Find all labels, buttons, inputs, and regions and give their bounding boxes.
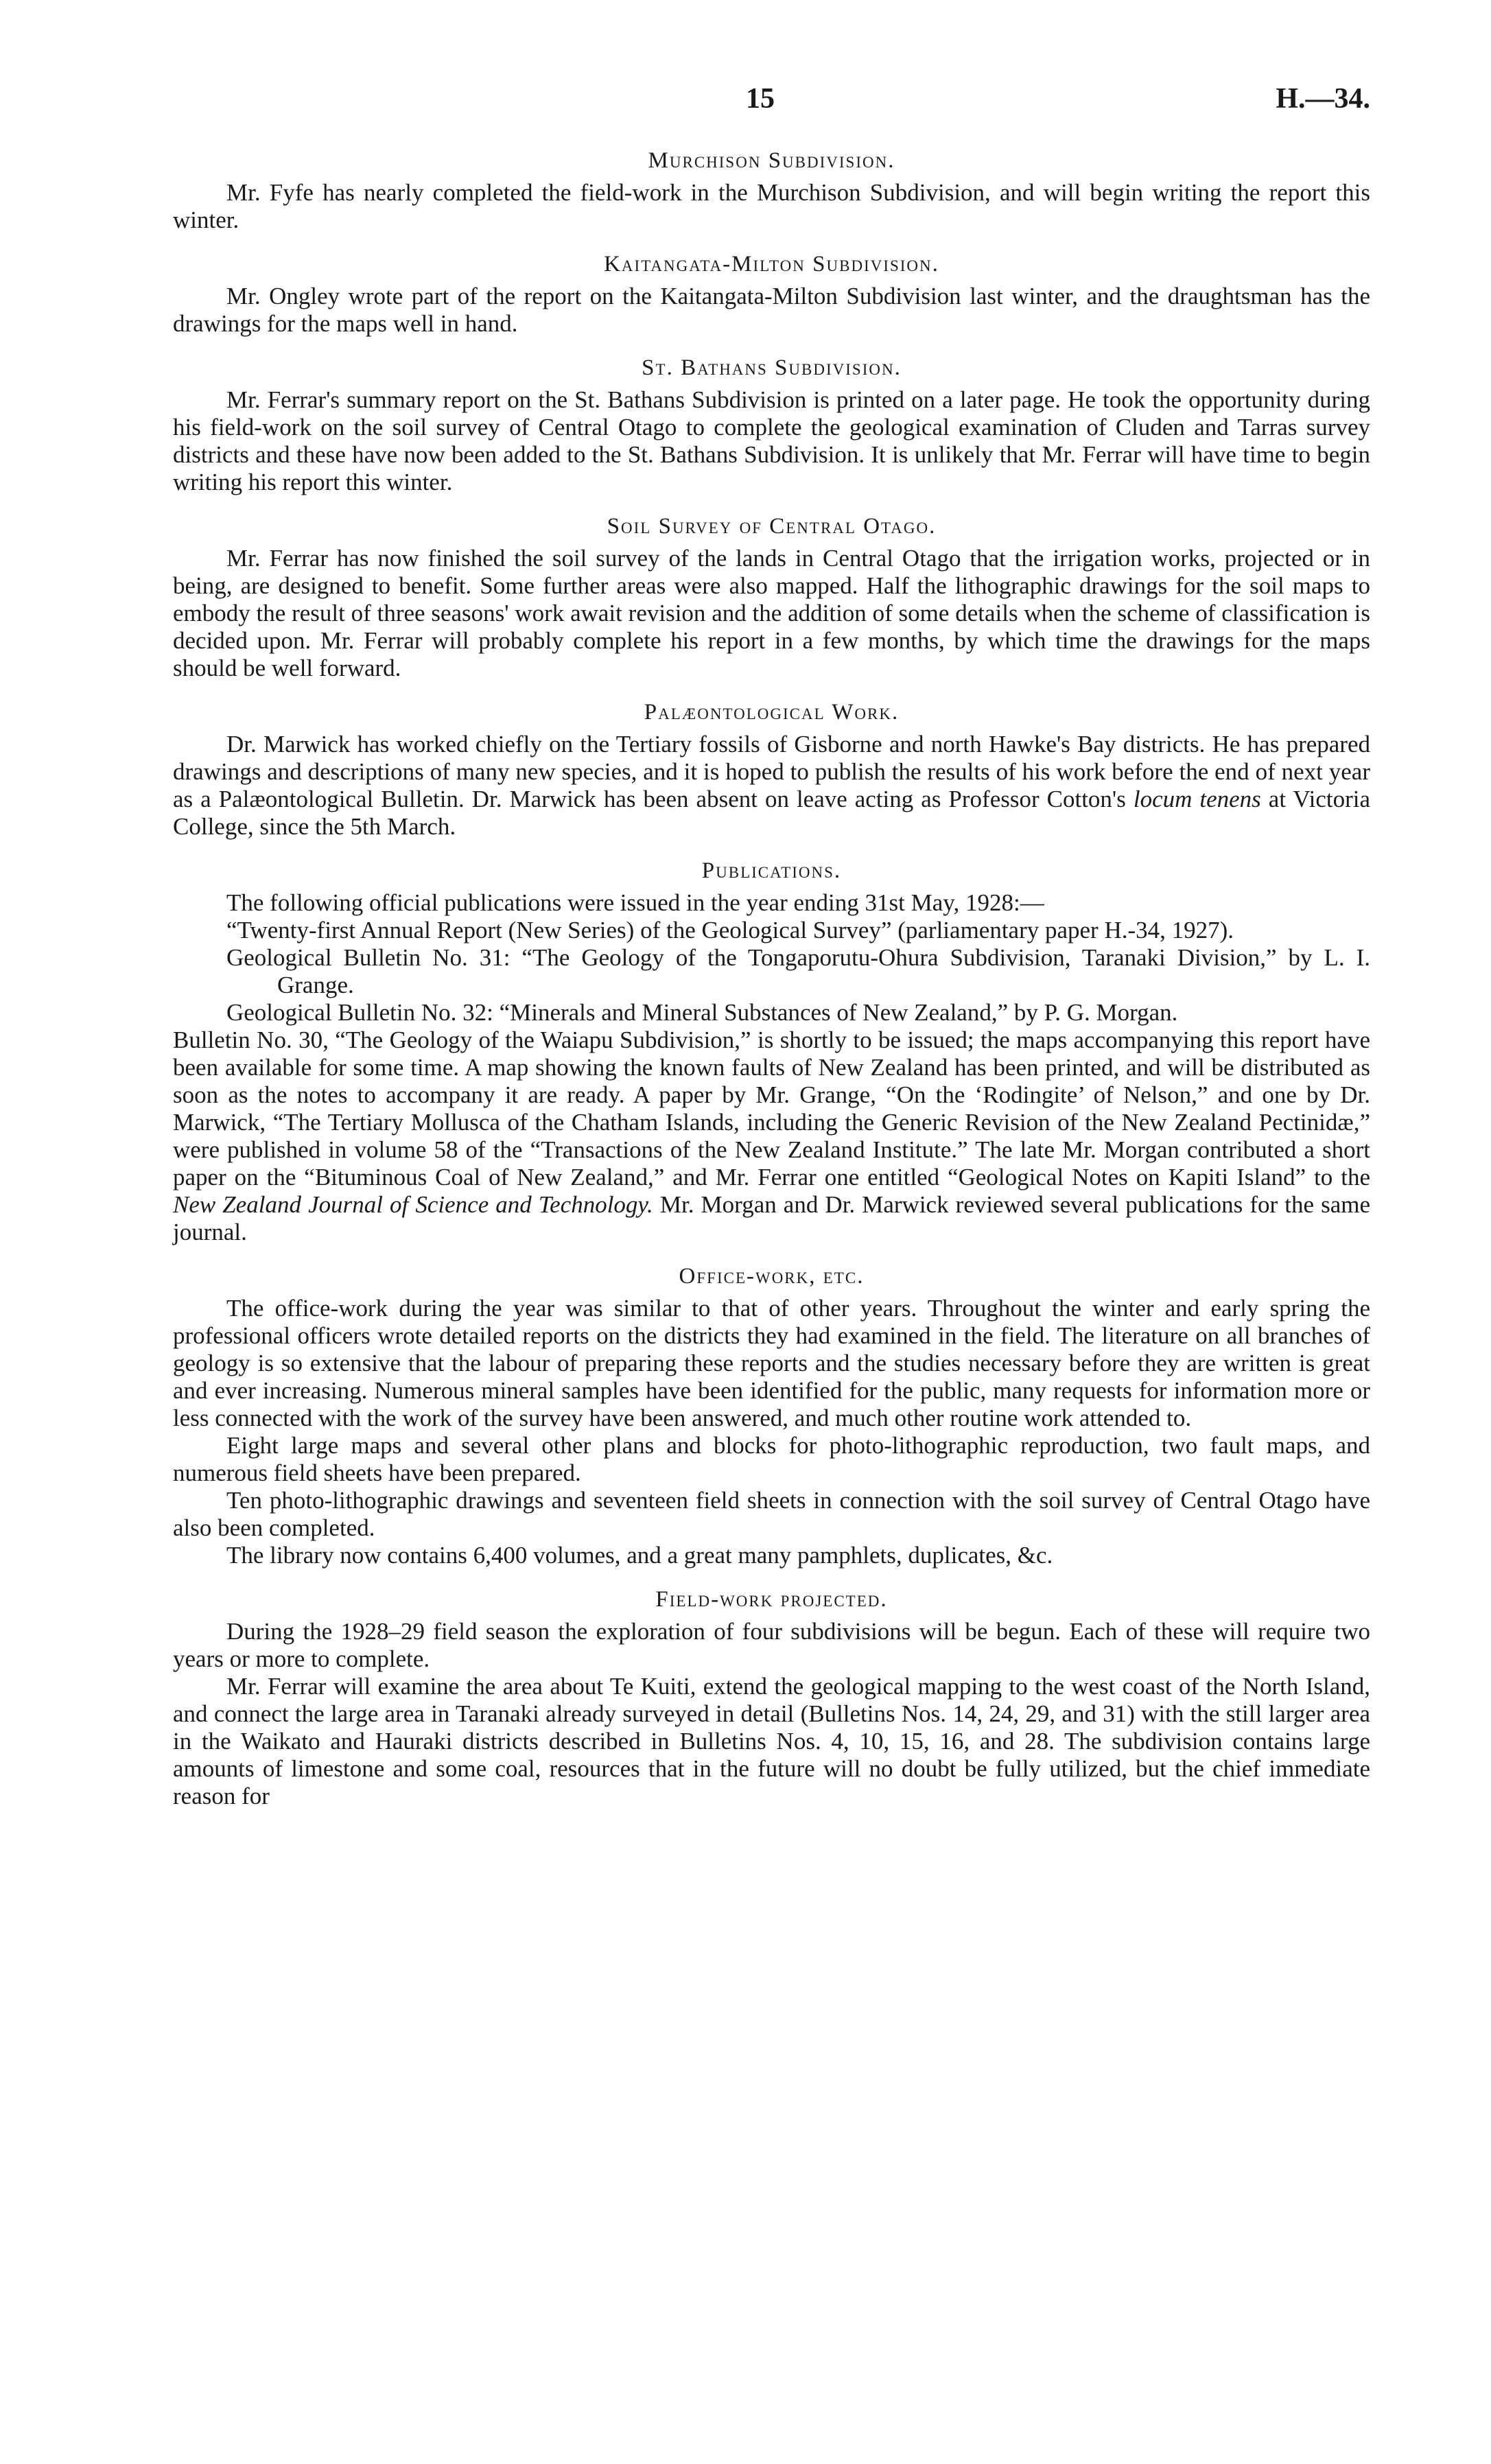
paragraph xyxy=(173,1026,1370,1246)
section-heading: Office-work, etc. xyxy=(679,1264,865,1289)
section-heading: St. Bathans Subdivision. xyxy=(642,355,902,380)
text-run: at Victoria College, since the 5th March. xyxy=(173,786,1371,840)
section-soil-survey xyxy=(173,514,1370,682)
paragraph: Mr. Ferrar's summary report on the St. Bathans Subdivision is printed on a later page. He took the opportunity during his field-work on the soil survey of Central Otago to complete the geological examination of Cluden and Tarras survey districts and these have now been added to the St. Bathans Subdivision. It is unlikely that Mr. Ferrar will have time to begin writing his report this winter. xyxy=(173,386,1370,495)
page-header xyxy=(173,82,1370,130)
text-run: Dr. Marwick has worked chiefly on the Tertiary fossils of Gisborne and north Hawke's Bay districts. He has prepared drawings and descriptions of many new species, and it is hoped to publish the results of his work before the end of next year as a Palæontological Bulletin. Dr. Marwick has been absent on leave acting as Professor Cotton's xyxy=(173,731,1370,812)
publications-list xyxy=(173,917,1370,1026)
document-page xyxy=(173,82,1370,1810)
paragraph: Ten photo-lithographic drawings and seventeen field sheets in connection with the soil survey of Central Otago have also been completed. xyxy=(173,1487,1370,1541)
section-palaeontological-work xyxy=(173,700,1370,841)
section-heading: Kaitangata-Milton Subdivision. xyxy=(604,252,939,277)
paragraph: Mr. Ferrar has now finished the soil survey of the lands in Central Otago that the irrigation works, projected or in being, are designed to benefit. Some further areas were also mapped. Half the lithographic drawings for the soil maps to embody the result of three seasons' work await revision and the addition of some details when the scheme of classification is decided upon. Mr. Ferrar will probably complete his report in a few months, by which time the drawings for the maps should be well forward. xyxy=(173,545,1370,681)
list-item: Geological Bulletin No. 31: “The Geology of the Tongaporutu-Ohura Subdivision, Taranaki Division,” by L. I. Grange. xyxy=(226,944,1370,998)
page-number: 15 xyxy=(746,83,775,115)
section-heading: Publications. xyxy=(701,858,842,883)
section-field-work-projected xyxy=(173,1587,1370,1810)
paragraph: During the 1928–29 field season the exploration of four subdivisions will be begun. Each of these will require two years or more to complete. xyxy=(173,1618,1370,1672)
section-heading: Murchison Subdivision. xyxy=(648,148,895,173)
section-heading: Field-work projected. xyxy=(655,1587,888,1612)
text-run: Mr. Morgan and Dr. Marwick reviewed several publications for the same journal. xyxy=(173,1191,1370,1245)
section-office-work xyxy=(173,1264,1370,1569)
list-item: Geological Bulletin No. 32: “Minerals and Mineral Substances of New Zealand,” by P. G. Morgan. xyxy=(226,999,1178,1026)
list-item: “Twenty-first Annual Report (New Series) of the Geological Survey” (parliamentary paper H.-34, 1927). xyxy=(226,917,1234,943)
section-heading: Palæontological Work. xyxy=(644,700,900,725)
section-kaitangata-milton xyxy=(173,252,1370,338)
document-reference: H.—34. xyxy=(1276,83,1370,115)
paragraph: Mr. Ongley wrote part of the report on the Kaitangata-Milton Subdivision last winter, and the draughtsman has the drawings for the maps well in hand. xyxy=(173,283,1370,337)
paragraph: Eight large maps and several other plans and blocks for photo-lithographic reproduction, two fault maps, and numerous field sheets have been prepared. xyxy=(173,1432,1370,1486)
paragraph: Mr. Ferrar will examine the area about Te Kuiti, extend the geological mapping to the west coast of the North Island, and connect the large area in Taranaki already surveyed in detail (Bulletins Nos. 14, 24, 29, and 31) with the still larger area in the Waikato and Hauraki districts described in Bulletins Nos. 4, 10, 15, 16, and 28. The subdivision contains large amounts of limestone and some coal, resources that in the future will no doubt be fully utilized, but the chief immediate reason for xyxy=(173,1673,1370,1809)
section-heading: Soil Survey of Central Otago. xyxy=(607,514,937,539)
text-run: Bulletin No. 30, “The Geology of the Waiapu Subdivision,” is shortly to be issued; the maps accompanying this report have been available for some time. A map showing the known faults of New Zealand has been printed, and will be distributed as soon as the notes to accompany it are ready. A paper by Mr. Grange, “On the ‘Rodingite’ of Nelson,” and one by Dr. Marwick, “The Tertiary Mollusca of the Chatham Islands, including the Generic Revision of the New Zealand Pectinidæ,” were published in volume 58 of the “Transactions of the New Zealand Institute.” The late Mr. Morgan contributed a short paper on the “Bituminous Coal of New Zealand,” and Mr. Ferrar one entitled “Geological Notes on Kapiti Island” to the xyxy=(173,1026,1370,1190)
paragraph: The office-work during the year was similar to that of other years. Throughout the winter and early spring the professional officers wrote detailed reports on the districts they had examined in the field. The literature on all branches of geology is so extensive that the labour of preparing these reports and the studies necessary before they are written is great and ever increasing. Numerous mineral samples have been identified for the public, many requests for information more or less connected with the work of the survey have been answered, and much other routine work attended to. xyxy=(173,1295,1370,1431)
section-st-bathans xyxy=(173,355,1370,496)
italic-text: New Zealand Journal of Science and Technology. xyxy=(173,1191,653,1218)
section-murchison xyxy=(173,148,1370,234)
italic-text: locum tenens xyxy=(1133,786,1261,812)
paragraph xyxy=(173,731,1370,841)
paragraph: The library now contains 6,400 volumes, and a great many pamphlets, duplicates, &c. xyxy=(226,1542,1053,1569)
section-publications xyxy=(173,858,1370,1246)
paragraph: The following official publications were issued in the year ending 31st May, 1928:— xyxy=(226,889,1044,916)
paragraph: Mr. Fyfe has nearly completed the field-work in the Murchison Subdivision, and will begin writing the report this winter. xyxy=(173,179,1370,233)
